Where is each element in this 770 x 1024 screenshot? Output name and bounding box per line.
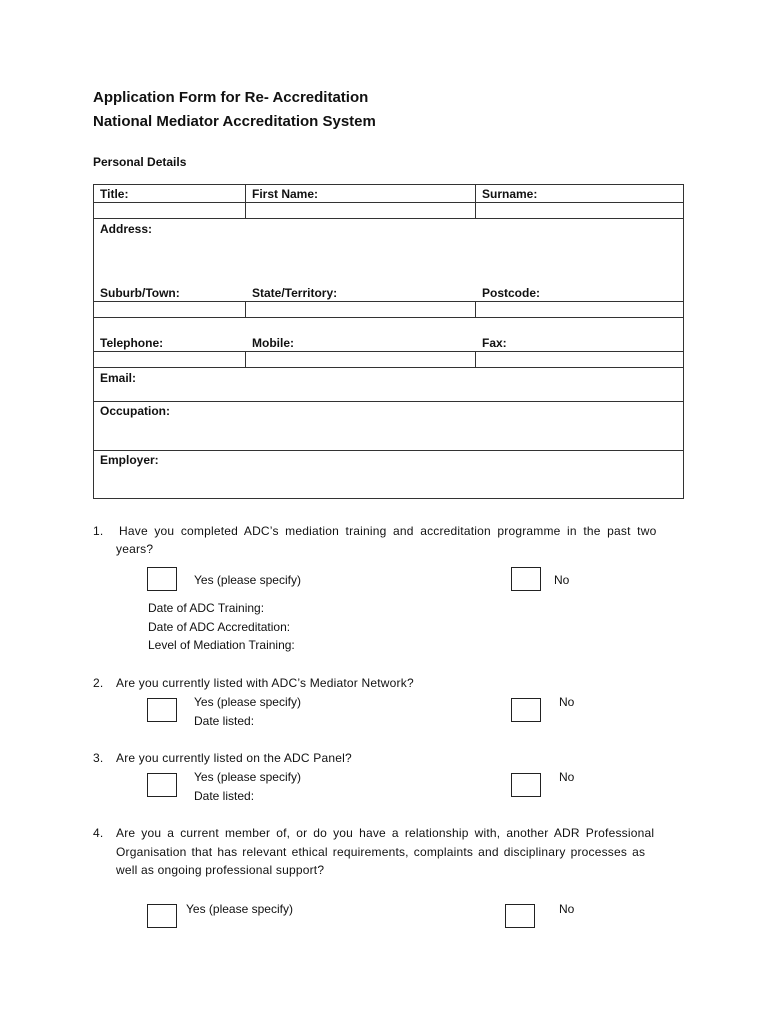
q1-no-checkbox[interactable] <box>511 567 541 591</box>
telephone-field[interactable] <box>94 352 245 367</box>
q4-text-line2: Organisation that has relevant ethical requirements, complaints and disciplinary processes as <box>116 845 646 859</box>
q1-number: 1. <box>93 524 104 538</box>
q2-no-checkbox[interactable] <box>511 698 541 722</box>
section-heading-personal: Personal Details <box>93 155 187 169</box>
state-label: State/Territory: <box>252 286 338 300</box>
fax-label: Fax: <box>482 336 507 350</box>
surname-field[interactable] <box>476 203 683 218</box>
surname-label: Surname: <box>482 187 538 201</box>
q3-number: 3. <box>93 751 104 765</box>
suburb-label: Suburb/Town: <box>100 286 180 300</box>
postcode-field[interactable] <box>476 302 683 317</box>
email-field[interactable] <box>154 368 683 401</box>
q4-text-line3: well as ongoing professional support? <box>116 863 325 877</box>
employer-label: Employer: <box>100 453 159 467</box>
q1-detail-accreditation-date: Date of ADC Accreditation: <box>148 620 291 634</box>
fax-field[interactable] <box>476 352 683 367</box>
q2-text: Are you currently listed with ADC’s Mediator Network? <box>116 676 414 690</box>
q2-yes-label: Yes (please specify) <box>194 695 301 709</box>
q1-yes-label: Yes (please specify) <box>194 573 301 587</box>
telephone-label: Telephone: <box>100 336 164 350</box>
q1-yes-checkbox[interactable] <box>147 567 177 591</box>
suburb-field[interactable] <box>94 302 245 317</box>
q3-text: Are you currently listed on the ADC Panel? <box>116 751 352 765</box>
q4-no-checkbox[interactable] <box>505 904 535 928</box>
mobile-label: Mobile: <box>252 336 294 350</box>
q2-yes-checkbox[interactable] <box>147 698 177 722</box>
title-field[interactable] <box>94 203 245 218</box>
address-field[interactable] <box>94 235 683 285</box>
q1-no-label: No <box>554 573 570 587</box>
q1-text-line1: Have you completed ADC’s mediation training and accreditation programme in the past two <box>119 524 657 538</box>
q2-no-label: No <box>559 695 575 709</box>
q4-text-line1: Are you a current member of, or do you have a relationship with, another ADR Professional <box>116 826 655 840</box>
q3-date-listed-label: Date listed: <box>194 789 255 803</box>
email-label: Email: <box>100 371 137 385</box>
occupation-label: Occupation: <box>100 404 171 418</box>
q1-detail-training-level: Level of Mediation Training: <box>148 638 295 652</box>
q2-date-listed-label: Date listed: <box>194 714 255 728</box>
q2-number: 2. <box>93 676 104 690</box>
form-subtitle: National Mediator Accreditation System <box>93 113 376 130</box>
first-name-field[interactable] <box>246 203 475 218</box>
q1-text-line2: years? <box>116 542 154 556</box>
q3-no-checkbox[interactable] <box>511 773 541 797</box>
address-label: Address: <box>100 222 153 236</box>
title-label: Title: <box>100 187 129 201</box>
q1-detail-training-date: Date of ADC Training: <box>148 601 265 615</box>
q4-yes-checkbox[interactable] <box>147 904 177 928</box>
first-name-label: First Name: <box>252 187 319 201</box>
postcode-label: Postcode: <box>482 286 541 300</box>
q4-number: 4. <box>93 826 104 840</box>
q3-yes-label: Yes (please specify) <box>194 770 301 784</box>
q4-yes-label: Yes (please specify) <box>186 902 293 916</box>
q4-no-label: No <box>559 902 575 916</box>
occupation-field[interactable] <box>184 402 683 450</box>
state-field[interactable] <box>246 302 475 317</box>
mobile-field[interactable] <box>246 352 475 367</box>
employer-field[interactable] <box>174 451 683 498</box>
q3-yes-checkbox[interactable] <box>147 773 177 797</box>
q3-no-label: No <box>559 770 575 784</box>
personal-details-table <box>93 184 684 499</box>
form-title: Application Form for Re- Accreditation <box>93 89 369 106</box>
